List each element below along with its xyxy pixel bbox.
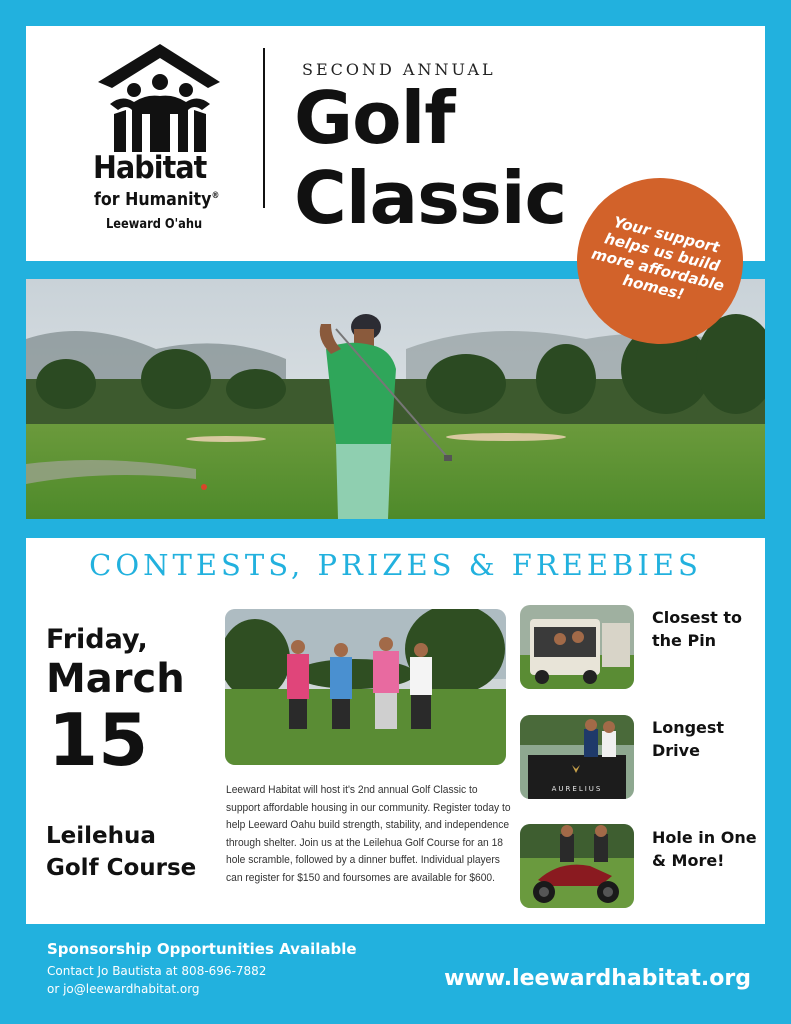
event-description: Leeward Habitat will host it's 2nd annual Golf Classic to support affordable housing in our community. Register today to help Leeward Oahu build strength, stability, and independence through shelter. Join us at the Leilehua Golf Course for an 18 hole scramble, followed by a dinner buffet. Individual players can register for $150 and foursomes are available for $600.	[226, 784, 511, 884]
website-link[interactable]: www.leewardhabitat.org	[444, 966, 751, 991]
event-date-number: 15	[48, 698, 149, 782]
sponsor-table-image	[520, 715, 634, 799]
habitat-logo-icon	[90, 44, 230, 154]
contest-label-closest-pin: Closest to the Pin	[652, 608, 742, 650]
logo-affiliate-text: Leeward O'ahu	[106, 217, 203, 232]
contact-email-link[interactable]: or jo@leewardhabitat.org	[47, 982, 200, 996]
sponsorship-contact	[47, 962, 266, 998]
golfers-group-image	[225, 609, 506, 765]
aurelius-banner-text: AURELIUS	[551, 785, 603, 793]
content-panel	[26, 538, 765, 924]
contest-photo-hole-in-one	[520, 824, 634, 908]
event-venue	[46, 820, 196, 884]
venue-line1: Leilehua	[46, 823, 156, 849]
event-month: March	[46, 656, 185, 702]
event-day: Friday,	[46, 624, 148, 655]
second-annual-text: SECOND ANNUAL	[302, 60, 496, 79]
contact-phone-line: Contact Jo Bautista at 808-696-7882	[47, 964, 267, 978]
contests-heading: CONTESTS, PRIZES & FREEBIES	[89, 548, 702, 582]
venue-line2: Golf Course	[46, 855, 197, 881]
event-title-golf: Golf	[294, 76, 455, 160]
group-photo	[225, 609, 506, 765]
contest-label-hole-in-one: Hole in One & More!	[652, 828, 757, 870]
event-title-classic: Classic	[294, 156, 567, 240]
sponsorship-title: Sponsorship Opportunities Available	[47, 940, 357, 958]
header-divider	[263, 48, 265, 208]
support-badge-text: Your support helps us build more affordable homes!	[589, 212, 726, 304]
logo-habitat-text: Habitat	[93, 150, 207, 186]
contest-label-longest-drive: Longest Drive	[652, 718, 725, 760]
motorcycle-prize-image	[520, 824, 634, 908]
contest-photo-closest-pin	[520, 605, 634, 689]
golf-cart-image	[520, 605, 634, 689]
logo-for-humanity-text: for Humanity®	[94, 189, 220, 210]
contest-photo-longest-drive	[520, 715, 634, 799]
